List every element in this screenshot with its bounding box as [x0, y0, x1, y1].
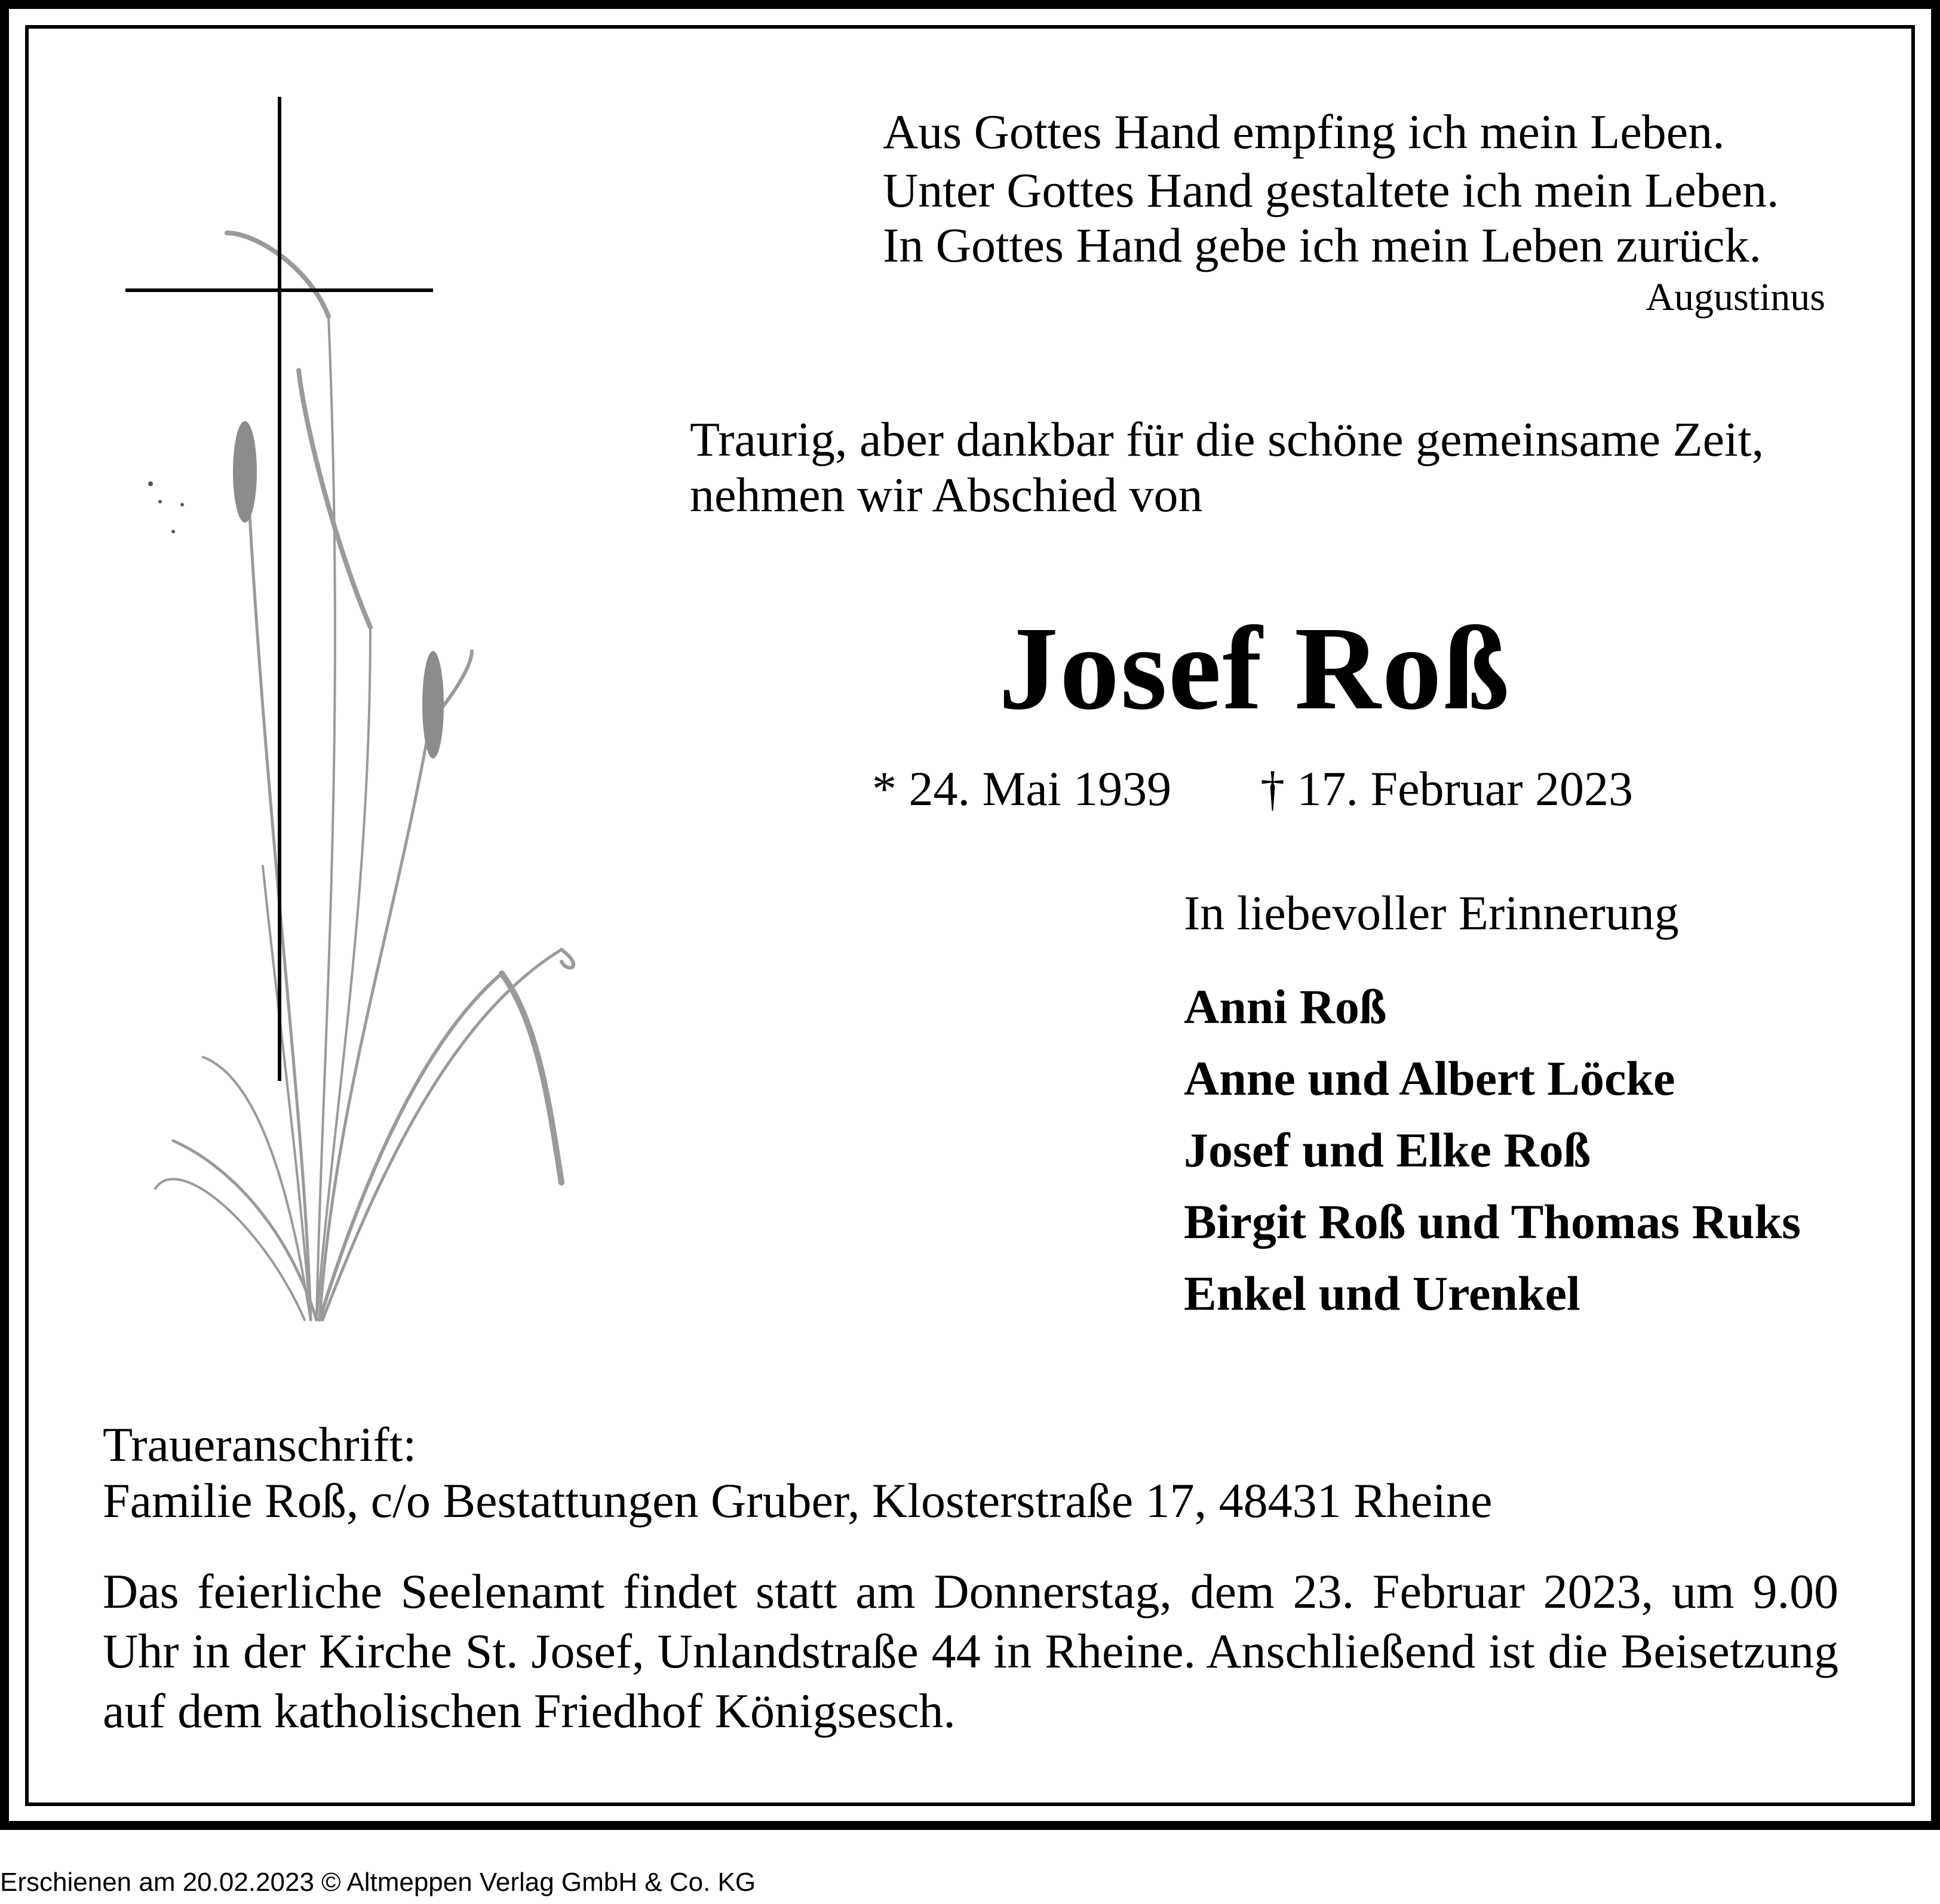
quote-line-2: Unter Gottes Hand gestaltete ich mein Leben. [883, 163, 1779, 217]
death-date: † 17. Februar 2023 [1260, 761, 1634, 816]
intro-line-2: nehmen wir Abschied von [690, 468, 1203, 522]
deceased-name: Josef Roß [999, 603, 1511, 735]
quote-line-3: In Gottes Hand gebe ich mein Leben zurück. [883, 218, 1761, 272]
publication-footer: Erschienen am 20.02.2023 © Altmeppen Verlag GmbH & Co. KG [0, 1868, 756, 1897]
address-label: Traueranschrift: [103, 1417, 417, 1472]
mourner-item: Josef und Elke Roß [1184, 1123, 1591, 1177]
mourner-item: Enkel und Urenkel [1184, 1266, 1580, 1320]
mourner-item: Anne und Albert Löcke [1184, 1051, 1675, 1105]
cross-with-reeds-icon [108, 90, 585, 1332]
quote-line-1: Aus Gottes Hand empfing ich mein Leben. [883, 105, 1725, 159]
mourner-item: Birgit Roß und Thomas Ruks [1184, 1194, 1801, 1249]
mourner-item: Anni Roß [1184, 979, 1387, 1034]
address-text: Familie Roß, c/o Bestattungen Gruber, Klosterstraße 17, 48431 Rheine [103, 1473, 1493, 1528]
intro-line-1: Traurig, aber dankbar für die schöne gemeinsame Zeit, [690, 412, 1764, 466]
memory-line: In liebevoller Erinnerung [1184, 886, 1679, 940]
quote-author: Augustinus [1646, 275, 1825, 319]
service-notice: Das feierliche Seelenamt findet statt am Donnerstag, dem 23. Februar 2023, um 9.00 Uhr in der Kirche St. Josef, Unlandstraße 44 in Rheine. Anschließend ist die Beisetzung auf dem katholischen Friedhof Königsesch. [103, 1564, 1838, 1738]
birth-date: * 24. Mai 1939 [872, 761, 1172, 816]
